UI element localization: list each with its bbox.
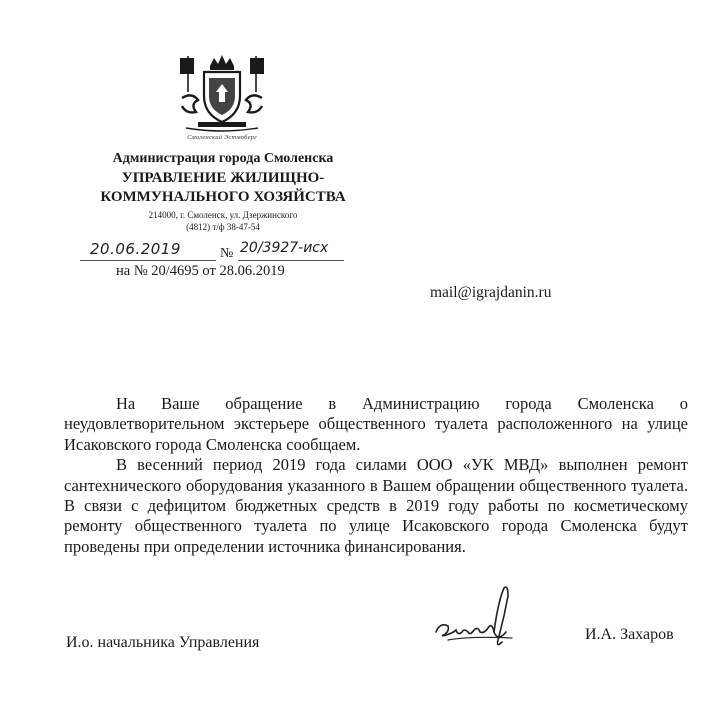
reference-line: на № 20/4695 от 28.06.2019 bbox=[116, 263, 285, 279]
outgoing-date-handwritten: 20.06.2019 bbox=[90, 240, 181, 258]
smolensk-coat-of-arms-icon bbox=[176, 52, 268, 134]
outgoing-number-handwritten: 20/3927-исх bbox=[240, 240, 329, 256]
signatory-name: И.А. Захаров bbox=[585, 626, 674, 643]
outgoing-date-field bbox=[80, 238, 216, 261]
number-sign: № bbox=[220, 246, 234, 261]
letter-body bbox=[64, 394, 688, 557]
department-address: 214000, г. Смоленск, ул. Дзержинского bbox=[148, 210, 298, 220]
body-paragraph-2: В весенний период 2019 года силами ООО «УК МВД» выполнен ремонт сантехнического оборудования указанного в Вашем обращении общественного туалета. В связи с дефицитом бюджетных средств в 2019 году работы по косметическому ремонту общественного туалета по улице Исаковского города Смоленска будут проведены при определении источника финансирования. bbox=[64, 455, 688, 556]
department-phone: (4812) т/ф 38-47-54 bbox=[186, 222, 260, 232]
signatory-title: И.о. начальника Управления bbox=[66, 634, 260, 651]
handwritten-signature-icon bbox=[428, 582, 524, 656]
department-title-line2: КОММУНАЛЬНОГО ХОЗЯЙСТВА bbox=[100, 189, 346, 205]
administration-title: Администрация города Смоленска bbox=[112, 151, 334, 166]
outgoing-number-field bbox=[238, 238, 344, 261]
crest-caption: Смоленский Эстмоберг bbox=[187, 134, 257, 141]
body-paragraph-1: На Ваше обращение в Администрацию города Смоленска о неудовлетворительном экстерьере общественного туалета расположенного на улице Исаковского города Смоленска сообщаем. bbox=[64, 394, 688, 454]
department-title-line1: УПРАВЛЕНИЕ ЖИЛИЩНО- bbox=[121, 170, 325, 186]
recipient-email: mail@igrajdanin.ru bbox=[430, 284, 552, 301]
